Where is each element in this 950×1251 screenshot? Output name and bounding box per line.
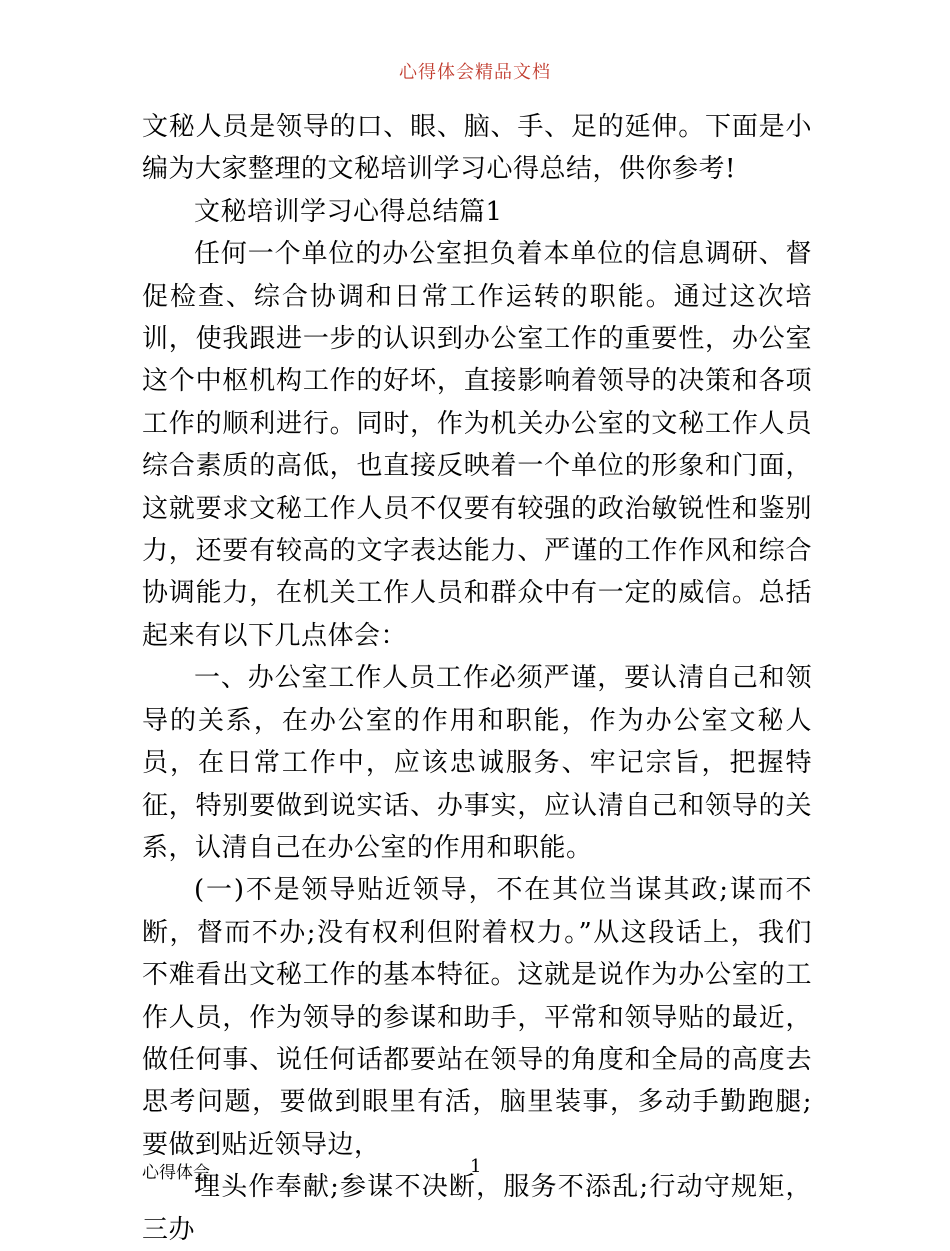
page-number: 1 bbox=[470, 1156, 482, 1177]
intro-paragraph: 文秘人员是领导的口、眼、脑、手、足的延伸。下面是小编为大家整理的文秘培训学习心得总结，供你参考! bbox=[142, 112, 812, 185]
footer-label: 心得体会 bbox=[142, 1163, 210, 1183]
section-heading: 文秘培训学习心得总结篇1 bbox=[194, 196, 503, 227]
document-body bbox=[142, 106, 812, 1251]
body-paragraph: (一)不是领导贴近领导，不在其位当谋其政;谋而不断，督而不办;没有权利但附着权力。”从这段话上，我们不难看出文秘工作的基本特征。这就是说作为办公室的工作人员，作为领导的参谋和助手，平常和领导贴的最近，做任何事、说任何话都要站在领导的角度和全局的高度去思考问题，要做到眼里有活，脑里装事，多动手勤跑腿;要做到贴近领导边， bbox=[142, 875, 812, 1160]
body-paragraph: 任何一个单位的办公室担负着本单位的信息调研、督促检查、综合协调和日常工作运转的职能。通过这次培训，使我跟进一步的认识到办公室工作的重要性，办公室这个中枢机构工作的好坏，直接影响着领导的决策和各项工作的顺利进行。同时，作为机关办公室的文秘工作人员综合素质的高低，也直接反映着一个单位的形象和门面，这就要求文秘工作人员不仅要有较强的政治敏锐性和鉴别力，还要有较高的文字表达能力、严谨的工作作风和综合协调能力，在机关工作人员和群众中有一定的威信。总括起来有以下几点体会： bbox=[142, 239, 812, 651]
body-paragraph: 一、办公室工作人员工作必须严谨，要认清自己和领导的关系，在办公室的作用和职能，作为办公室文秘人员，在日常工作中，应该忠诚服务、牢记宗旨，把握特征，特别要做到说实话、办事实，应认清自己和领导的关系，认清自己在办公室的作用和职能。 bbox=[142, 663, 812, 863]
page-header-title: 心得体会精品文档 bbox=[399, 62, 551, 83]
body-paragraph: 埋头作奉献;参谋不决断，服务不添乱;行动守规矩，三办 bbox=[142, 1172, 812, 1245]
